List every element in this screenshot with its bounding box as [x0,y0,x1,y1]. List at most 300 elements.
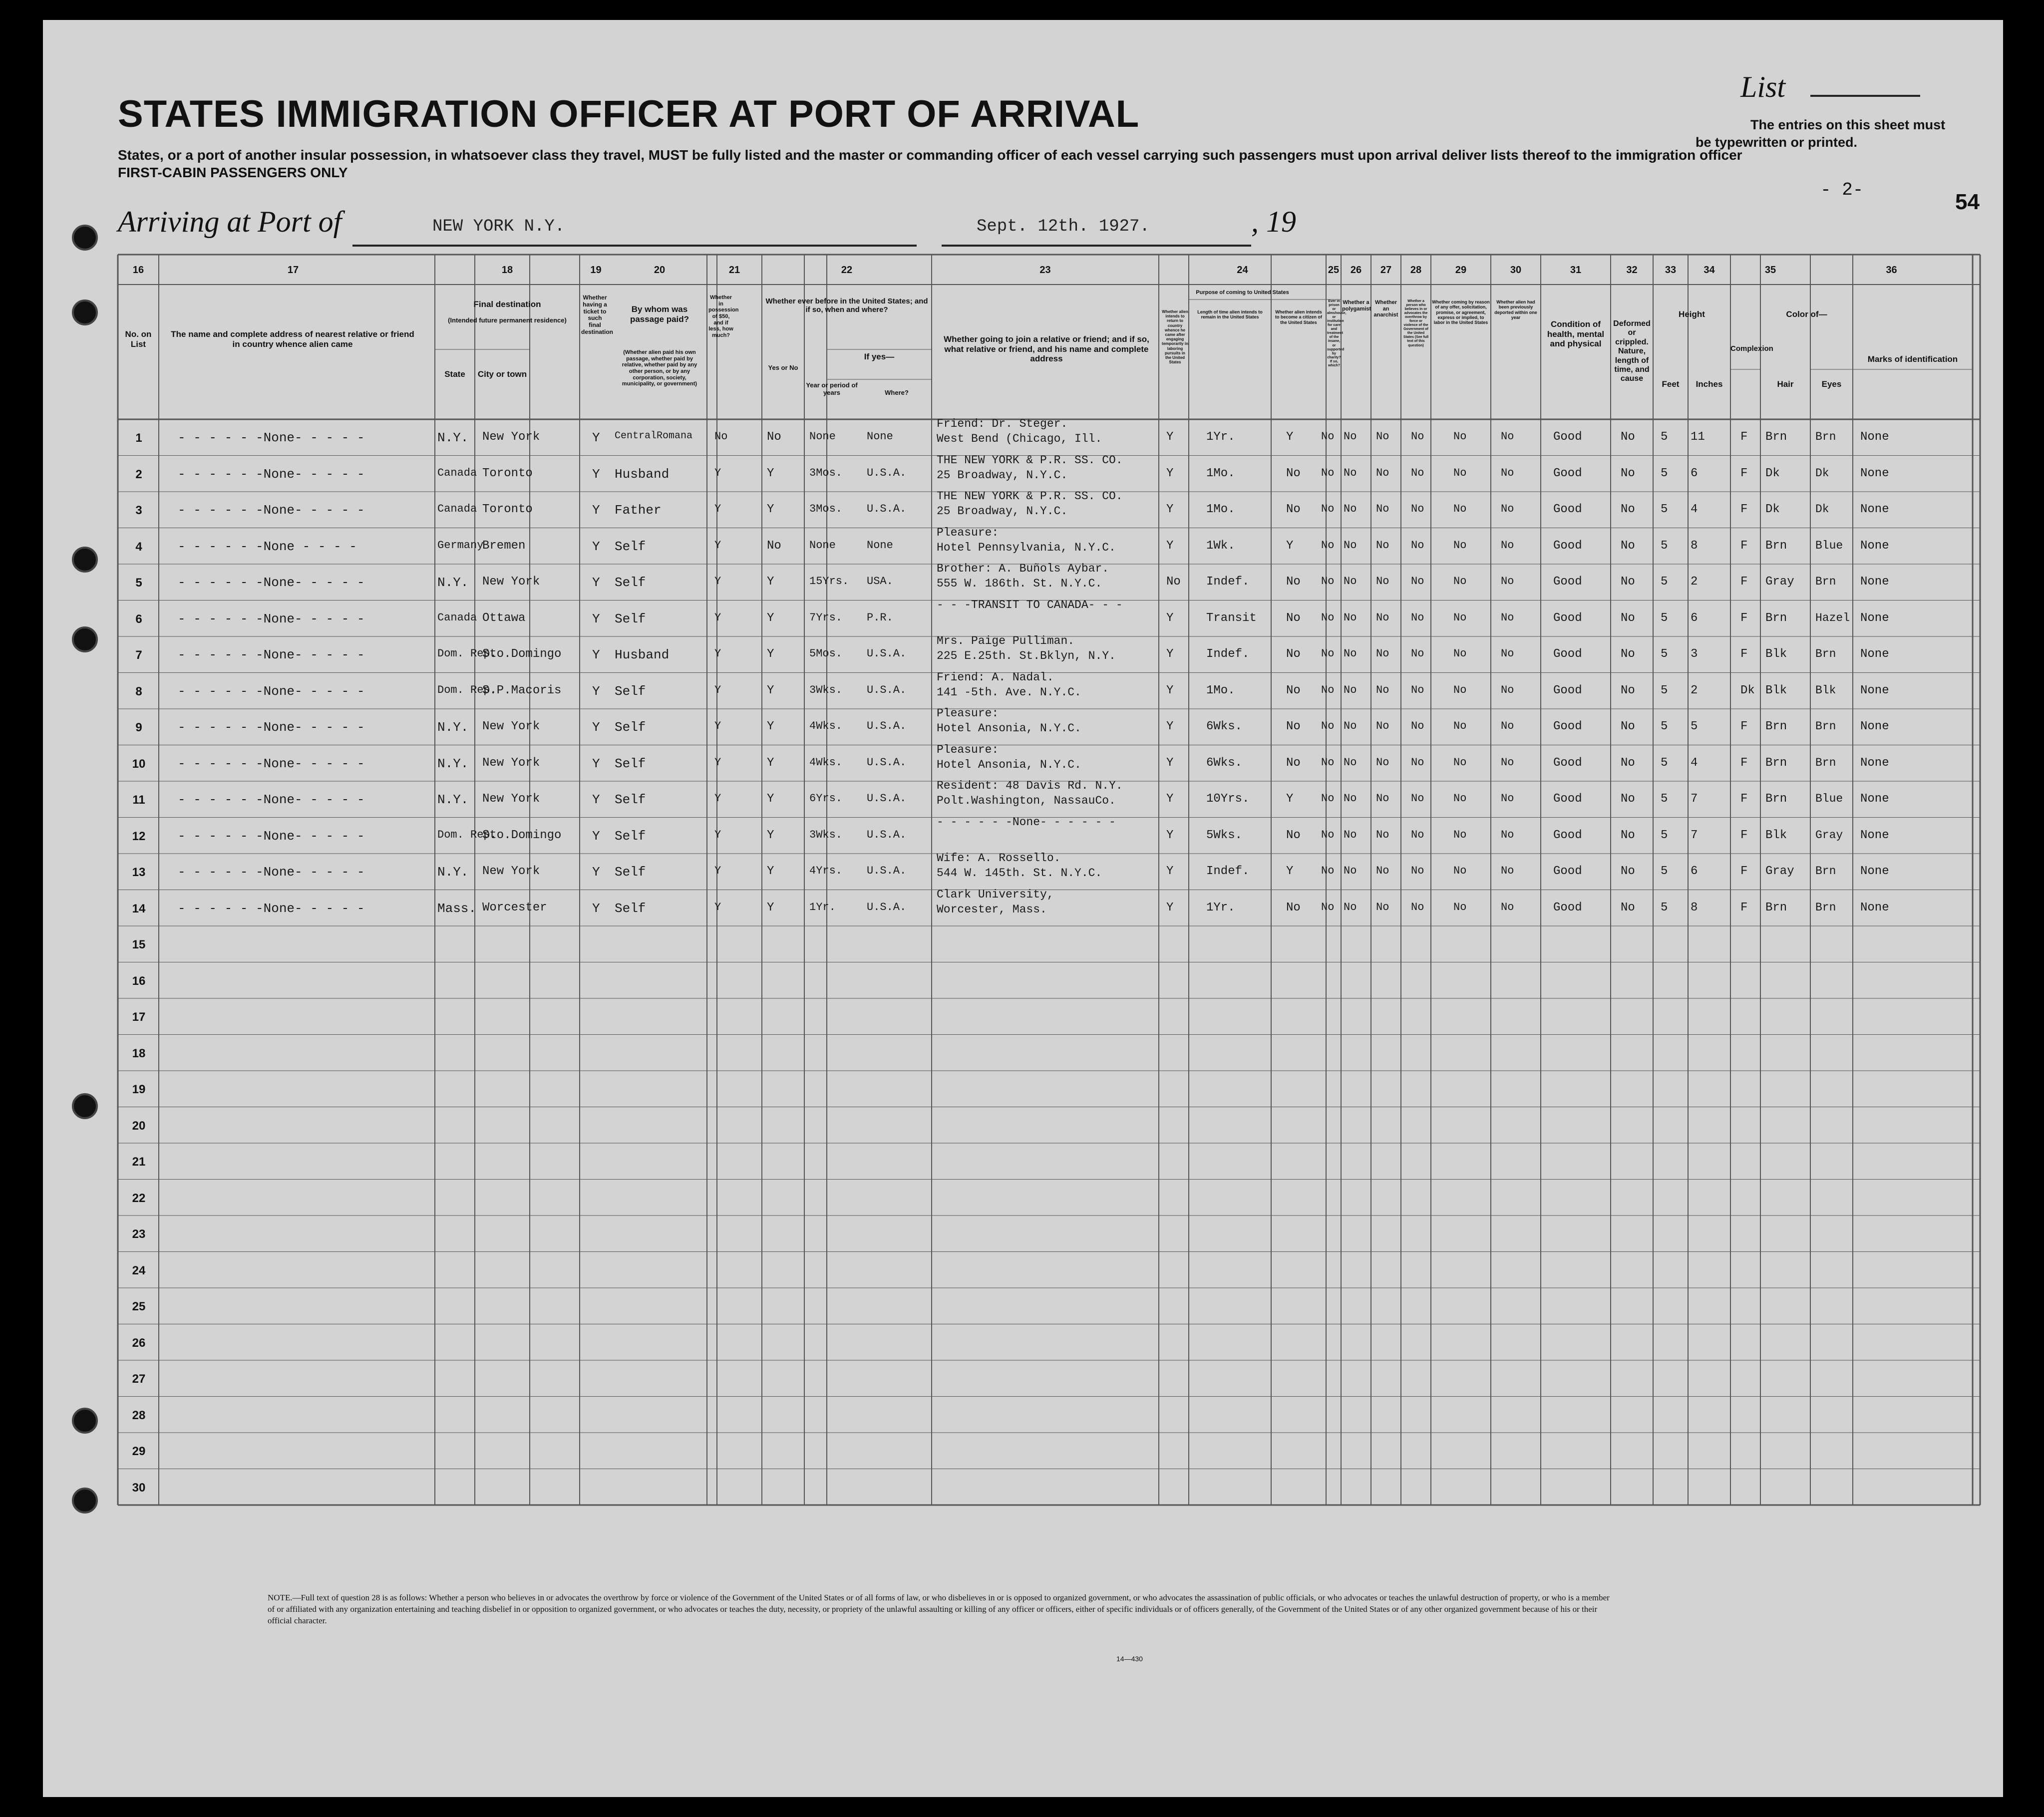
return-cell: Y [1166,901,1174,914]
health-cell: Good [1553,828,1582,842]
join-relative-line2: 225 E.25th. St.Bklyn, N.Y. [937,649,1116,662]
hair-color-cell: Gray [1765,865,1794,878]
state-cell: Dom. Rep. [437,647,497,660]
citizen-cell: Y [1286,430,1294,444]
deformed-cell: No [1621,575,1635,589]
before-in-us-cell: Y [767,683,774,697]
height-feet-cell: 5 [1661,792,1668,806]
question29-cell: No [1453,828,1467,841]
complexion-cell: F [1740,720,1748,733]
hair-color-cell: Blk [1765,828,1787,842]
return-cell: Y [1166,466,1174,480]
city-cell: New York [482,430,540,444]
fifty-dollars-cell: No [714,430,728,443]
fifty-dollars-cell: Y [714,756,721,769]
period-cell: 6Yrs. [809,792,843,805]
height-feet-cell: 5 [1661,466,1668,480]
return-cell: Y [1166,647,1174,661]
period-cell: 7Yrs. [809,611,843,624]
complexion-cell: F [1740,865,1748,878]
city-cell: Toronto [482,466,533,480]
prison-cell: No [1321,430,1335,443]
row-number: 1 [135,431,142,445]
city-cell: Ottawa [482,611,526,625]
fifty-dollars-cell: Y [714,792,721,805]
hair-color-cell: Blk [1765,647,1787,661]
column-header: Color of— [1786,309,1827,319]
city-cell: New York [482,865,540,878]
question28-cell: No [1411,611,1424,624]
ticket-cell: Y [592,611,600,626]
column-header: The name and complete address of nearest relative or friend in country whence alien came [171,329,414,349]
health-cell: Good [1553,720,1582,733]
column-header: Whether a person who believes in or advocates the overthrow by force or violence of the Government of the United States (See full text of this question) [1403,300,1429,347]
cabin-class-label: FIRST-CABIN PASSENGERS ONLY [118,165,348,180]
state-cell: Germany [437,539,484,552]
empty-row-number: 18 [132,1046,146,1060]
complexion-cell: F [1740,430,1748,444]
question28-cell: No [1411,792,1424,805]
paid-by-cell: Self [615,865,646,880]
marks-cell: None [1860,575,1889,589]
anarchist-cell: No [1376,466,1389,479]
health-cell: Good [1553,611,1582,625]
height-feet-cell: 5 [1661,575,1668,589]
column-header: Whether ever before in the United States; and if so, when and where? [765,297,928,314]
column-subheader: Where? [885,389,909,396]
period-cell: 4Wks. [809,756,843,769]
fifty-dollars-cell: Y [714,539,721,552]
citizen-cell: Y [1286,865,1294,878]
ticket-cell: Y [592,865,600,880]
column-header: Ever in prison or almshouse, or institution for care and treatment of the insane, or supported by charity? If so, which? [1327,300,1347,367]
column-number: 29 [1455,265,1467,276]
column-header: Condition of health, mental and physical [1547,319,1605,349]
footnote: NOTE.—Full text of question 28 is as follows: Whether a person who believes in or advocates the overthrow by force or violence of the Government of the United States or of all forms of law, or who disbelieves in or is opposed to organized government, or who advocates the assassination of public officials, or who advocates or teaches the unlawful destruction of property, or who is a member of or affiliated with any organization entertaining and teaching disbelief in or opposition to organized government, or who advocates or teaches the duty, necessity, or propriety of the unlawful assaulting or killing of any officer or officers, either of specific individuals or of officers generally, of the Government of the United States or of any other organized government because of his or their official character. [268,1593,1610,1625]
join-relative-line1: Resident: 48 Davis Rd. N.Y. [937,779,1123,792]
paid-by-cell: Husband [615,647,670,662]
polygamist-cell: No [1344,647,1357,660]
join-relative-line2: Hotel Pennsylvania, N.Y.C. [937,541,1116,554]
city-cell: New York [482,756,540,770]
complexion-cell: F [1740,828,1748,842]
where-cell: U.S.A. [867,647,907,660]
column-subheader: Inches [1696,379,1723,389]
stay-length-cell: 1Mo. [1206,683,1235,697]
anarchist-cell: No [1376,756,1389,769]
join-relative-line1: Mrs. Paige Pulliman. [937,634,1075,647]
complexion-cell: F [1740,647,1748,661]
typewritten-note-line2: be typewritten or printed. [1696,135,1858,150]
deported-cell: No [1501,575,1514,588]
column-subheader: Whether alien intends to return to country whence he came after engaging temporarily in laboring pursuits in the United States [1162,309,1188,365]
marks-cell: None [1860,720,1889,733]
fifty-dollars-cell: Y [714,647,721,660]
fifty-dollars-cell: Y [714,466,721,479]
arriving-label: Arriving at Port of [118,205,342,238]
marks-cell: None [1860,756,1889,770]
hair-color-cell: Brn [1765,792,1787,806]
paid-by-cell: Self [615,575,646,590]
row-number: 14 [132,902,146,915]
prison-cell: No [1321,865,1335,877]
paid-by-cell: Husband [615,466,670,482]
health-cell: Good [1553,575,1582,589]
citizen-cell: No [1286,575,1301,589]
state-cell: N.Y. [437,792,469,807]
height-inches-cell: 11 [1691,430,1705,444]
empty-row-number: 20 [132,1119,146,1133]
citizen-cell: No [1286,720,1301,733]
marks-cell: None [1860,430,1889,444]
stay-length-cell: 6Wks. [1206,720,1243,733]
city-cell: S.P.Macoris [482,683,562,697]
relative-cell: - - - - - -None- - - - - [178,466,365,482]
question28-cell: No [1411,756,1424,769]
height-inches-cell: 2 [1691,683,1698,697]
marks-cell: None [1860,503,1889,516]
deported-cell: No [1501,683,1514,696]
marks-cell: None [1860,683,1889,697]
health-cell: Good [1553,539,1582,553]
period-cell: None [809,539,836,552]
before-in-us-cell: Y [767,792,774,806]
deformed-cell: No [1621,503,1635,516]
eye-color-cell: Brn [1815,720,1836,733]
height-inches-cell: 4 [1691,756,1698,770]
hair-color-cell: Brn [1765,720,1787,733]
empty-row-number: 23 [132,1227,146,1241]
height-inches-cell: 3 [1691,647,1698,661]
column-number: 27 [1380,265,1392,276]
deported-cell: No [1501,756,1514,769]
column-header: Height [1679,309,1705,319]
column-subheader: Feet [1662,379,1680,389]
eye-color-cell: Brn [1815,575,1836,588]
column-header: Whether having a ticket to such final destination [581,294,614,335]
return-cell: Y [1166,720,1174,733]
typewritten-note-line1: The entries on this sheet must [1750,117,1946,132]
join-relative-line2: 25 Broadway, N.Y.C. [937,468,1068,482]
empty-row-number: 29 [132,1445,146,1458]
period-cell: 15Yrs. [809,575,849,588]
polygamist-cell: No [1344,756,1357,769]
column-number: 16 [132,265,144,276]
deported-cell: No [1501,503,1514,515]
prison-cell: No [1321,828,1335,841]
form-code: 14—430 [1116,1655,1143,1663]
empty-row-number: 21 [132,1155,146,1169]
deported-cell: No [1501,611,1514,624]
city-cell: Worcester [482,901,547,914]
join-relative-line1: Pleasure: [937,743,999,756]
height-feet-cell: 5 [1661,539,1668,553]
complexion-cell: Dk [1740,683,1755,697]
relative-cell: - - - - - -None- - - - - [178,828,365,844]
deported-cell: No [1501,539,1514,552]
arrival-date: Sept. 12th. 1927. [977,217,1150,236]
column-number: 28 [1410,265,1422,276]
row-number: 8 [135,684,142,698]
marks-cell: None [1860,828,1889,842]
eye-color-cell: Blk [1815,683,1836,697]
page-title: STATES IMMIGRATION OFFICER AT PORT OF ARRIVAL [118,93,1140,135]
anarchist-cell: No [1376,683,1389,696]
join-relative-line2: 544 W. 145th. St. N.Y.C. [937,867,1102,880]
height-feet-cell: 5 [1661,756,1668,770]
where-cell: U.S.A. [867,901,907,913]
period-cell: 3Wks. [809,683,843,696]
citizen-cell: Y [1286,792,1294,806]
height-inches-cell: 2 [1691,575,1698,589]
where-cell: U.S.A. [867,720,907,732]
question29-cell: No [1453,575,1467,588]
period-cell: 3Mos. [809,466,843,479]
column-subheader: Year or period of years [806,381,858,396]
paid-by-cell: Self [615,756,646,771]
column-header: Whether an anarchist [1373,300,1398,318]
anarchist-cell: No [1376,828,1389,841]
eye-color-cell: Dk [1815,503,1829,516]
prison-cell: No [1321,901,1335,913]
city-cell: New York [482,575,540,589]
where-cell: U.S.A. [867,683,907,696]
join-relative-line2: 141 -5th. Ave. N.Y.C. [937,685,1081,699]
relative-cell: - - - - - -None- - - - - [178,901,365,916]
deported-cell: No [1501,828,1514,841]
column-subheader: Hair [1777,379,1794,389]
fifty-dollars-cell: Y [714,901,721,913]
citizen-cell: No [1286,466,1301,480]
question28-cell: No [1411,539,1424,552]
return-cell: Y [1166,683,1174,697]
citizen-cell: No [1286,828,1301,842]
return-cell: Y [1166,828,1174,842]
marks-cell: None [1860,865,1889,878]
where-cell: None [867,539,893,552]
polygamist-cell: No [1344,503,1357,515]
column-number: 36 [1886,265,1897,276]
join-relative-line1: Brother: A. Buñols Aybar. [937,562,1109,575]
height-feet-cell: 5 [1661,828,1668,842]
fifty-dollars-cell: Y [714,683,721,696]
column-header: Deformed or crippled. Nature, length of time, and cause [1613,319,1651,383]
where-cell: U.S.A. [867,792,907,805]
city-cell: Bremen [482,539,526,553]
deported-cell: No [1501,792,1514,805]
column-subheader: (Intended future permanent residence) [448,316,567,324]
city-cell: Toronto [482,503,533,516]
deformed-cell: No [1621,683,1635,697]
deformed-cell: No [1621,828,1635,842]
column-number: 34 [1703,265,1715,276]
period-cell: None [809,430,836,443]
hair-color-cell: Blk [1765,683,1787,697]
period-cell: 1Yr. [809,901,836,913]
stay-length-cell: 1Mo. [1206,466,1235,480]
health-cell: Good [1553,430,1582,444]
ticket-cell: Y [592,756,600,771]
empty-row-number: 28 [132,1408,146,1422]
empty-row-number: 27 [132,1372,146,1386]
stay-length-cell: 5Wks. [1206,828,1243,842]
column-number: 32 [1626,265,1638,276]
eye-color-cell: Blue [1815,539,1843,552]
polygamist-cell: No [1344,720,1357,732]
anarchist-cell: No [1376,720,1389,732]
before-in-us-cell: Y [767,756,774,770]
citizen-cell: No [1286,611,1301,625]
health-cell: Good [1553,792,1582,806]
complexion-cell: F [1740,575,1748,589]
column-header: Whether a polygamist [1342,300,1371,312]
row-number: 2 [135,467,142,481]
before-in-us-cell: No [767,539,781,553]
before-in-us-cell: Y [767,647,774,661]
question29-cell: No [1453,503,1467,515]
paid-by-cell: Self [615,683,646,699]
question29-cell: No [1453,430,1467,443]
column-header: Purpose of coming to United States [1196,290,1289,296]
stay-length-cell: 1Wk. [1206,539,1235,553]
row-number: 3 [135,504,142,517]
state-cell: Mass. [437,901,477,916]
state-cell: N.Y. [437,865,469,880]
empty-row-number: 19 [132,1083,146,1096]
empty-row-number: 26 [132,1336,146,1350]
where-cell: U.S.A. [867,756,907,769]
height-inches-cell: 6 [1691,865,1698,878]
height-feet-cell: 5 [1661,430,1668,444]
state-cell: N.Y. [437,720,469,735]
ticket-cell: Y [592,503,600,518]
column-number: 26 [1350,265,1362,276]
column-header: Whether coming by reason of any offer, solicitation, promise, or agreement, express or implied, to labor in the United States [1432,300,1490,325]
question29-cell: No [1453,756,1467,769]
column-number: 31 [1570,265,1582,276]
state-cell: N.Y. [437,575,469,590]
column-number: 21 [728,265,740,276]
eye-color-cell: Brn [1815,865,1836,878]
polygamist-cell: No [1344,901,1357,913]
fifty-dollars-cell: Y [714,865,721,877]
where-cell: U.S.A. [867,466,907,479]
height-inches-cell: 7 [1691,828,1698,842]
question28-cell: No [1411,430,1424,443]
health-cell: Good [1553,756,1582,770]
port-name: NEW YORK N.Y. [432,217,565,236]
prison-cell: No [1321,756,1335,769]
fifty-dollars-cell: Y [714,720,721,732]
height-inches-cell: 5 [1691,720,1698,733]
paid-by-cell: Self [615,720,646,735]
return-cell: Y [1166,503,1174,516]
column-header: No. on List [125,329,152,349]
anarchist-cell: No [1376,539,1389,552]
height-feet-cell: 5 [1661,720,1668,733]
column-number: 25 [1328,265,1340,276]
join-relative-line2: Polt.Washington, NassauCo. [937,794,1116,807]
column-number: 19 [590,265,602,276]
eye-color-cell: Blue [1815,792,1843,805]
height-feet-cell: 5 [1661,901,1668,914]
where-cell: U.S.A. [867,503,907,515]
complexion-cell: F [1740,756,1748,770]
empty-row-number: 22 [132,1191,146,1205]
ticket-cell: Y [592,575,600,590]
deformed-cell: No [1621,756,1635,770]
question28-cell: No [1411,503,1424,515]
anarchist-cell: No [1376,647,1389,660]
year-prefix: , 19 [1251,205,1296,238]
before-in-us-cell: No [767,430,781,444]
where-cell: U.S.A. [867,865,907,877]
column-subheader: Whether alien intends to become a citizen of the United States [1275,309,1323,325]
question29-cell: No [1453,683,1467,696]
ticket-cell: Y [592,901,600,916]
row-number: 7 [135,648,142,662]
complexion-cell: F [1740,611,1748,625]
eye-color-cell: Dk [1815,466,1829,480]
complexion-cell: F [1740,901,1748,914]
deformed-cell: No [1621,865,1635,878]
anarchist-cell: No [1376,901,1389,913]
join-relative-line2: 555 W. 186th. St. N.Y.C. [937,577,1102,590]
city-cell: Sto.Domingo [482,828,562,842]
anarchist-cell: No [1376,865,1389,877]
relative-cell: - - - - - -None- - - - - [178,865,365,880]
join-relative-line1: Clark University, [937,888,1054,901]
question29-cell: No [1453,901,1467,913]
column-number: 24 [1237,265,1248,276]
marks-cell: None [1860,466,1889,480]
stay-length-cell: Transit [1206,611,1257,625]
return-cell: Y [1166,539,1174,553]
stay-length-cell: 1Mo. [1206,503,1235,516]
health-cell: Good [1553,865,1582,878]
column-number: 23 [1039,265,1051,276]
relative-cell: - - - - - -None- - - - - [178,503,365,518]
question28-cell: No [1411,466,1424,479]
question28-cell: No [1411,683,1424,696]
column-number: 33 [1665,265,1677,276]
paid-by-cell: Self [615,611,646,626]
join-relative-line1: - - - - - -None- - - - - - [937,815,1116,829]
empty-row-number: 30 [132,1481,146,1495]
column-subheader: (Whether alien paid his own passage, whether paid by relative, whether paid by any other person, or by any corporation, society, municipality, or government) [622,349,697,387]
height-inches-cell: 6 [1691,466,1698,480]
period-cell: 4Wks. [809,720,843,732]
marks-cell: None [1860,792,1889,806]
where-cell: U.S.A. [867,828,907,841]
ticket-cell: Y [592,647,600,662]
join-relative-line2: Hotel Ansonia, N.Y.C. [937,722,1081,735]
complexion-cell: F [1740,539,1748,553]
page-number: 54 [1955,190,1980,214]
ticket-cell: Y [592,430,600,445]
height-inches-cell: 4 [1691,503,1698,516]
state-cell: Dom. Rep. [437,828,497,841]
before-in-us-cell: Y [767,901,774,914]
polygamist-cell: No [1344,683,1357,696]
column-subheader: City or town [477,369,527,379]
ticket-cell: Y [592,539,600,554]
marks-cell: None [1860,901,1889,914]
prison-cell: No [1321,720,1335,732]
paid-by-cell: CentralRomana [615,430,693,442]
health-cell: Good [1553,901,1582,914]
marks-cell: None [1860,611,1889,625]
